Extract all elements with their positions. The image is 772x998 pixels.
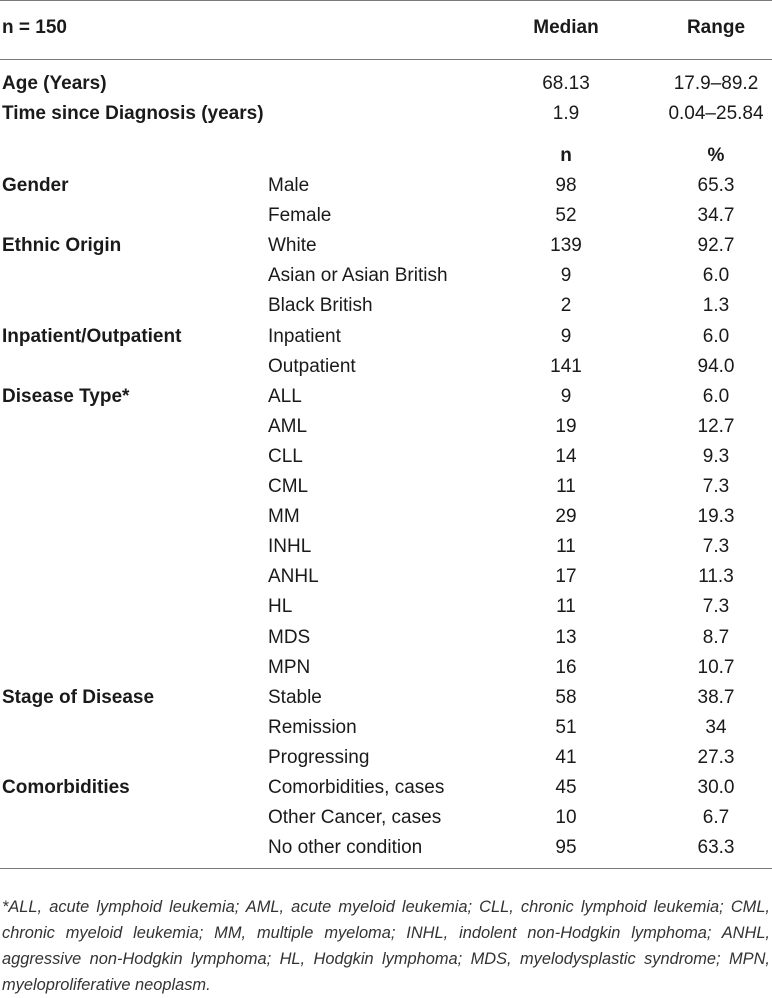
table-footnote: *ALL, acute lymphoid leukemia; AML, acute myeloid leukemia; CLL, chronic lymphoid leukemia; CML, chronic myeloid leukemia; MM, multiple myeloma; INHL, indolent non-Hodgkin lymphoma; ANHL, aggressive non-Hodgkin lymphoma; HL, Hodgkin lymphoma; MDS, myelodysplastic syndrome; MPN, myeloproliferative neoplasm. (2, 898, 770, 995)
table-row (0, 713, 772, 743)
percent-value: 27.3 (697, 747, 735, 768)
count-value: 9 (560, 265, 572, 286)
table-row (0, 592, 772, 622)
range-value: 17.9–89.2 (673, 73, 759, 94)
row-label: Stable (268, 687, 322, 708)
count-value: 98 (555, 175, 577, 196)
row-label: Comorbidities, cases (268, 777, 445, 798)
row-label: Age (Years) (2, 73, 107, 94)
table-row (0, 382, 772, 412)
row-label: White (268, 235, 317, 256)
group-label: Disease Type* (2, 386, 130, 407)
table-row (0, 322, 772, 352)
age-row (0, 69, 772, 99)
count-value: 58 (555, 687, 577, 708)
header-range: Range (686, 17, 746, 38)
count-value: 141 (550, 356, 582, 377)
group-label: Comorbidities (2, 777, 130, 798)
table-row (0, 743, 772, 773)
count-value: 95 (555, 837, 577, 858)
percent-value: 1.3 (702, 295, 730, 316)
table-row (0, 291, 772, 321)
count-value: 19 (555, 416, 577, 437)
header-median: Median (533, 17, 599, 38)
percent-value: 34 (705, 717, 727, 738)
row-label: CML (268, 476, 309, 497)
row-label: Black British (268, 295, 373, 316)
row-label: Progressing (268, 747, 370, 768)
table-row (0, 412, 772, 442)
table-row (0, 803, 772, 833)
count-value: 10 (555, 807, 577, 828)
row-label: MDS (268, 627, 311, 648)
row-label: CLL (268, 446, 303, 467)
percent-value: 6.0 (702, 326, 730, 347)
count-value: 16 (555, 657, 577, 678)
count-value: 9 (560, 386, 572, 407)
percent-value: 6.0 (702, 386, 730, 407)
table-row (0, 653, 772, 683)
table-header-row (0, 13, 772, 43)
percent-value: 11.3 (698, 566, 734, 587)
count-value: 11 (556, 476, 576, 497)
median-value: 68.13 (542, 73, 590, 94)
percent-value: 12.7 (697, 416, 735, 437)
row-label: Female (268, 205, 332, 226)
percent-value: 63.3 (697, 837, 735, 858)
group-label: Gender (2, 175, 69, 196)
count-value: 52 (555, 205, 577, 226)
table-bottom-rule (0, 868, 772, 869)
percent-value: 8.7 (702, 627, 730, 648)
percent-value: 7.3 (702, 536, 730, 557)
table-row (0, 472, 772, 502)
table-top-rule (0, 0, 772, 1)
row-label: INHL (268, 536, 312, 557)
percent-value: 7.3 (702, 476, 730, 497)
row-label: ANHL (268, 566, 319, 587)
row-label: Outpatient (268, 356, 356, 377)
percent-value: 65.3 (697, 175, 735, 196)
table-row (0, 231, 772, 261)
table-row (0, 623, 772, 653)
count-percent-header-row (0, 141, 772, 171)
row-label: Other Cancer, cases (268, 807, 442, 828)
count-value: 2 (560, 295, 572, 316)
header-count: n (560, 145, 572, 166)
row-label: Time since Diagnosis (years) (2, 103, 264, 124)
table-row (0, 502, 772, 532)
table-row (0, 261, 772, 291)
count-value: 11 (556, 536, 576, 557)
percent-value: 94.0 (697, 356, 735, 377)
count-value: 45 (555, 777, 577, 798)
row-label: No other condition (268, 837, 423, 858)
row-label: Inpatient (268, 326, 341, 347)
count-value: 29 (555, 506, 577, 527)
count-value: 139 (550, 235, 582, 256)
count-value: 11 (556, 596, 576, 617)
header-percent: % (707, 145, 725, 166)
range-value: 0.04–25.84 (668, 103, 764, 124)
percent-value: 38.7 (697, 687, 735, 708)
percent-value: 10.7 (697, 657, 735, 678)
table-row (0, 352, 772, 382)
row-label: Remission (268, 717, 357, 738)
count-value: 41 (555, 747, 577, 768)
table-row (0, 532, 772, 562)
row-label: MPN (268, 657, 311, 678)
percent-value: 92.7 (697, 235, 735, 256)
percent-value: 34.7 (697, 205, 735, 226)
percent-value: 30.0 (697, 777, 735, 798)
group-label: Stage of Disease (2, 687, 155, 708)
table-row (0, 833, 772, 863)
row-label: HL (268, 596, 293, 617)
header-rule (0, 59, 772, 60)
median-value: 1.9 (552, 103, 580, 124)
count-value: 13 (555, 627, 577, 648)
percent-value: 6.0 (702, 265, 730, 286)
group-label: Inpatient/Outpatient (2, 326, 182, 347)
percent-value: 7.3 (702, 596, 730, 617)
table-row (0, 562, 772, 592)
group-label: Ethnic Origin (2, 235, 122, 256)
table-row (0, 773, 772, 803)
count-value: 51 (555, 717, 577, 738)
table-row (0, 201, 772, 231)
row-label: MM (268, 506, 300, 527)
row-label: Asian or Asian British (268, 265, 448, 286)
row-label: Male (268, 175, 310, 196)
count-value: 14 (555, 446, 577, 467)
row-label: ALL (268, 386, 302, 407)
count-value: 17 (555, 566, 577, 587)
time-since-diagnosis-row (0, 99, 772, 129)
row-label: AML (268, 416, 308, 437)
table-row (0, 171, 772, 201)
percent-value: 9.3 (702, 446, 730, 467)
table-row (0, 442, 772, 472)
count-value: 9 (560, 326, 572, 347)
percent-value: 6.7 (702, 807, 730, 828)
table-row (0, 683, 772, 713)
percent-value: 19.3 (697, 506, 735, 527)
header-n-label: n = 150 (2, 17, 67, 38)
